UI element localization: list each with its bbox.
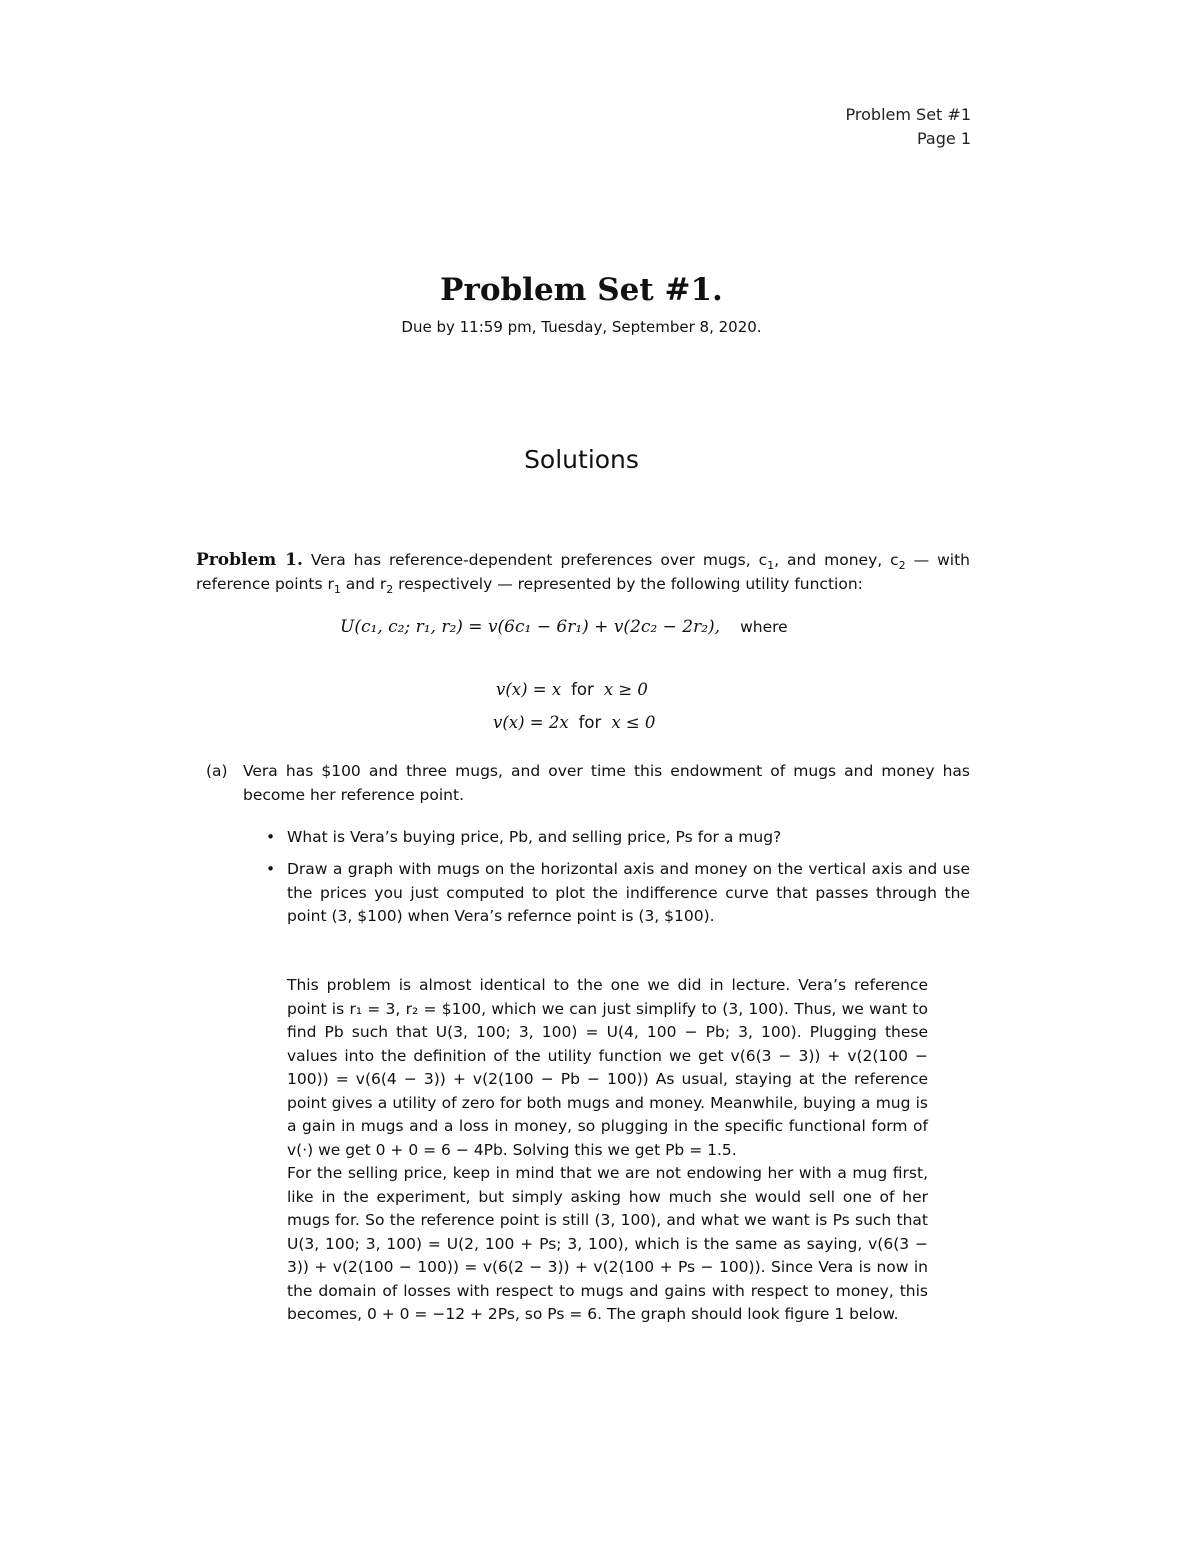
- solution-paragraph-buying: This problem is almost identical to the one we did in lecture. Vera’s reference point is r₁ = 3, r₂ = $100, which we can just simplify to (3, 100). Thus, we want to find Pb such that U(3, 100; 3, 100) = U(4, 100 − Pb; 3, 100). Plugging these values into the definition of the utility function we get v(6(3 − 3)) + v(2(100 − 100)) = v(6(4 − 3)) + v(2(100 − Pb − 100)) As usual, staying at the reference point gives a utility of zero for both mugs and money. Meanwhile, buying a mug is a gain in mugs and a loss in money, so plugging in the specific functional form of v(·) we get 0 + 0 = 6 − 4Pb. Solving this we get Pb = 1.5.: [287, 976, 928, 1159]
- case-condition: x ≤ 0: [611, 713, 656, 732]
- problem-label: Problem 1.: [196, 550, 303, 570]
- problem-text: , and money, c: [774, 551, 899, 569]
- solution-paragraph-selling: For the selling price, keep in mind that we are not endowing her with a mug first, like in the experiment, but simply asking how much she would sell one of her mugs for. So the reference point is still (3, 100), and what we want is Ps such that U(3, 100; 3, 100) = U(2, 100 + Ps; 3, 100), which is the same as saying, v(6(3 − 3)) + v(2(100 − 100)) = v(6(2 − 3)) + v(2(100 + Ps − 100)). Since Vera is now in the domain of losses with respect to mugs and gains with respect to money, this becomes, 0 + 0 = −12 + 2Ps, so Ps = 6. The graph should look figure 1 below.: [287, 1164, 928, 1323]
- utility-equation: [340, 617, 788, 637]
- for-word: for: [578, 713, 602, 732]
- problem-statement: Problem 1. Vera has reference-dependent preferences over mugs, $c_1$, and money, $c_2$ — with reference points $r_1$ and $r_2$ respectively — represented by the following utility function:: [196, 550, 970, 596]
- part-a-text: Vera has $100 and three mugs, and over time this endowment of mugs and money has become her reference point.: [243, 762, 970, 804]
- due-date: Due by 11:59 pm, Tuesday, September 8, 2020.: [401, 318, 762, 336]
- header-problem-set: Problem Set #1: [845, 105, 971, 124]
- problem-text: Vera has reference-dependent preferences over mugs, c: [302, 551, 768, 569]
- section-heading: Solutions: [524, 445, 639, 474]
- case-condition: x ≥ 0: [603, 680, 648, 699]
- bullet-text: What is Vera’s buying price, Pb, and selling price, Ps for a mug?: [287, 828, 782, 846]
- where-word: where: [740, 618, 788, 636]
- problem-text: respectively — represented by the following utility function:: [393, 574, 863, 593]
- utility-formula: U(c₁, c₂; r₁, r₂) = v(6c₁ − 6r₁) + v(2c₂ − 2r₂),: [340, 617, 721, 637]
- problem-text: — with reference points r: [196, 551, 970, 593]
- bullet-text: Draw a graph with mugs on the horizontal axis and money on the vertical axis and use the prices you just computed to plot the indifference curve that passes through the point (3, $100) when Vera’s refernce point is (3, $100).: [287, 860, 970, 925]
- case-formula: v(x) = x: [496, 680, 562, 699]
- problem-text: and r: [340, 574, 387, 593]
- running-header: [846, 103, 971, 151]
- value-function-loss-case: [493, 713, 655, 732]
- document-title: Problem Set #1.: [440, 272, 723, 308]
- solution-text: [287, 974, 928, 1327]
- bullet-icon: •: [266, 828, 276, 846]
- case-formula: v(x) = 2x: [493, 713, 569, 732]
- header-page-number: Page 1: [917, 129, 971, 148]
- for-word: for: [571, 680, 594, 699]
- part-a-label: (a): [206, 762, 228, 780]
- value-function-gain-case: [496, 680, 648, 699]
- bullet-icon: •: [266, 860, 276, 878]
